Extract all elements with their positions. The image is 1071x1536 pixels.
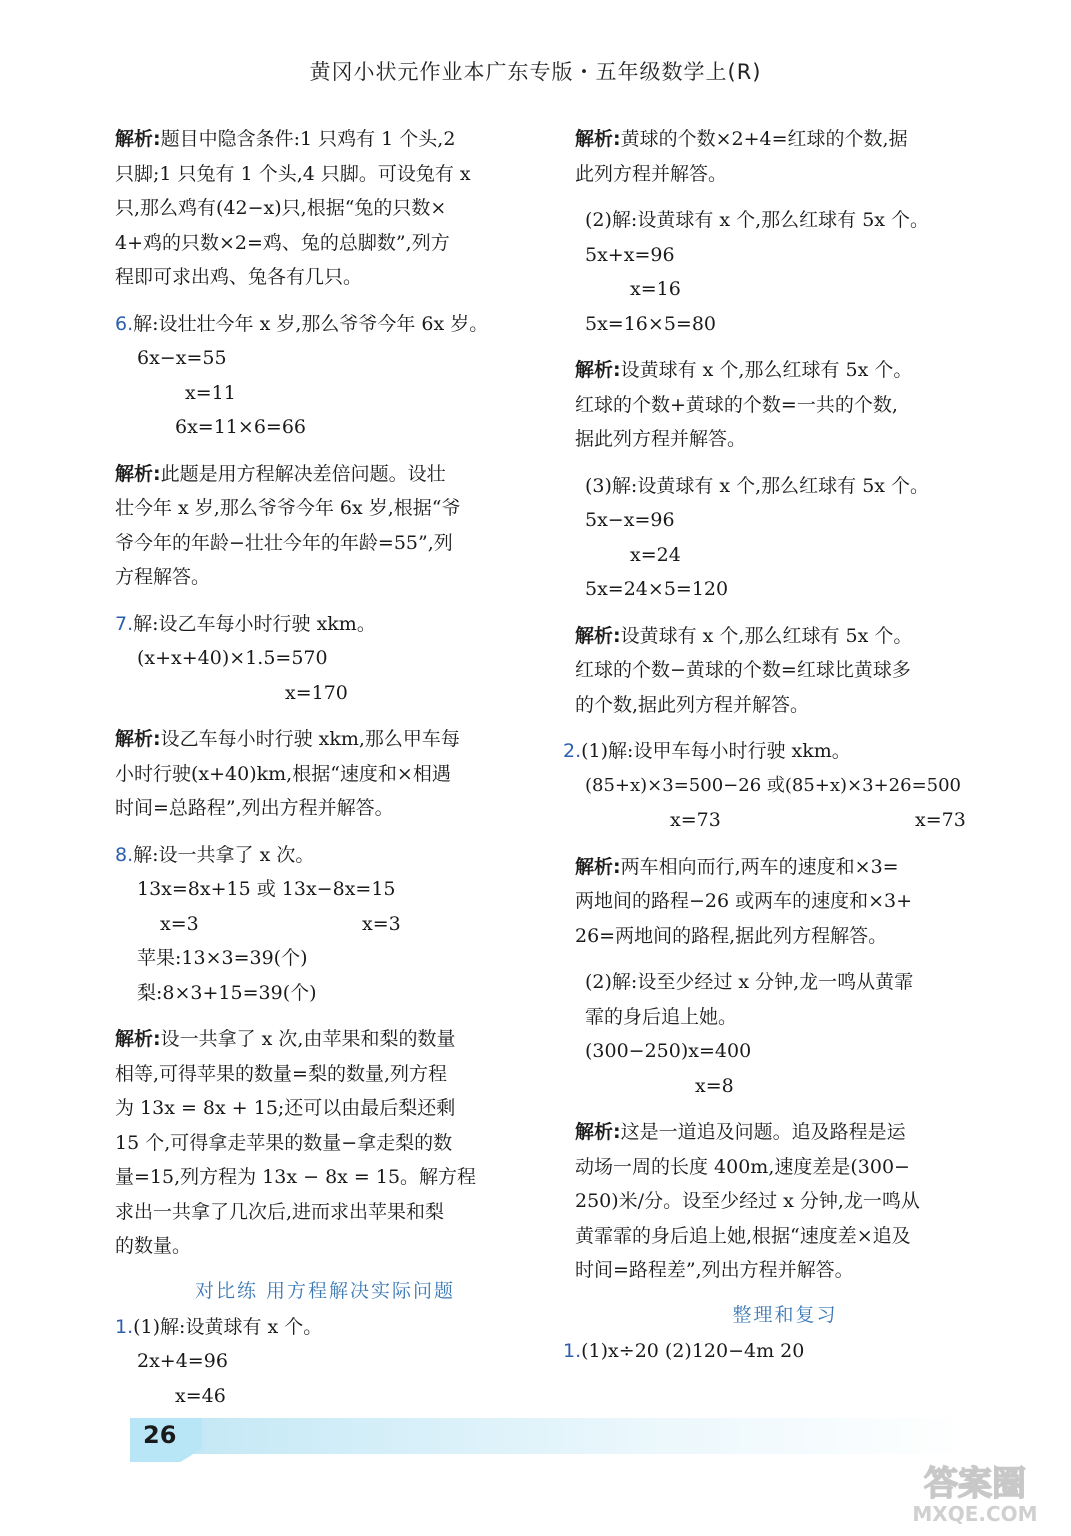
- equation-row: [115, 907, 535, 942]
- analysis-line: 解析:此题是用方程解决差倍问题。设壮: [115, 462, 446, 485]
- equation: x=11: [185, 381, 236, 404]
- analysis-line: 方程解答。: [115, 566, 211, 588]
- equation: 5x−x=96: [585, 509, 675, 531]
- question-1-3-title: (3)解:设黄球有 x 个,那么红球有 5x 个。: [585, 474, 930, 497]
- page-header: 黄冈小状元作业本广东专版・五年级数学上(R): [309, 60, 762, 84]
- section-title: 对比练 用方程解决实际问题: [194, 1279, 456, 1302]
- watermark-text: 答案圈: [924, 1464, 1026, 1504]
- analysis-line: 为 13x = 8x + 15;还可以由最后梨还剩: [115, 1097, 456, 1119]
- watermark-subtext: MXQE.COM: [912, 1502, 1038, 1526]
- question-2-1-title: 2.(1)解:设甲车每小时行驶 xkm。: [563, 740, 851, 762]
- watermark-logo: [900, 1455, 1050, 1527]
- section-title: 整理和复习: [732, 1303, 838, 1326]
- question-1-title: 1.(1)解:设黄球有 x 个。: [115, 1315, 323, 1338]
- problem-7-title: 7.解:设乙车每小时行驶 xkm。: [115, 612, 376, 635]
- analysis-line: 的个数,据此列方程并解答。: [575, 693, 810, 716]
- analysis-line: 250)米/分。设至少经过 x 分钟,龙一鸣从: [575, 1190, 920, 1212]
- analysis-line: 时间=路程差”,列出方程并解答。: [575, 1259, 854, 1281]
- footer-band: [130, 1418, 970, 1454]
- equation: 6x−x=55: [137, 347, 227, 369]
- analysis-line: 4+鸡的只数×2=鸡、兔的总脚数”,列方: [115, 231, 450, 254]
- analysis-line: 解析:设黄球有 x 个,那么红球有 5x 个。: [575, 624, 913, 647]
- equation: x=46: [175, 1384, 226, 1407]
- problem-6-title: 6.解:设壮壮今年 x 岁,那么爷爷今年 6x 岁。: [115, 312, 489, 335]
- analysis-line: 时间=总路程”,列出方程并解答。: [115, 797, 394, 819]
- analysis-line: 此列方程并解答。: [575, 162, 728, 185]
- analysis-line: 壮今年 x 岁,那么爷爷今年 6x 岁,根据“爷: [115, 497, 461, 519]
- analysis-line: 相等,可得苹果的数量=梨的数量,列方程: [115, 1062, 447, 1085]
- analysis-line: 解析:设黄球有 x 个,那么红球有 5x 个。: [575, 359, 913, 381]
- pear-answer: 梨:8×3+15=39(个): [137, 981, 317, 1004]
- analysis-line: 的数量。: [115, 1235, 192, 1257]
- question-2-2-title: (2)解:设至少经过 x 分钟,龙一鸣从黄霏: [585, 971, 914, 993]
- analysis-line: 程即可求出鸡、兔各有几只。: [115, 266, 363, 288]
- analysis-line: 小时行驶(x+40)km,根据“速度和×相遇: [115, 762, 451, 785]
- right-column: [563, 122, 995, 1368]
- equation: x=73: [915, 809, 966, 831]
- equation: x=8: [695, 1074, 734, 1097]
- equation: x=24: [630, 543, 681, 566]
- equation: x=16: [630, 278, 681, 300]
- analysis-line: 15 个,可得拿走苹果的数量−拿走梨的数: [115, 1131, 453, 1154]
- review-question-1: 1.(1)x÷20 (2)120−4m 20: [563, 1339, 805, 1362]
- analysis-line: 黄霏霏的身后追上她,根据“速度差×追及: [575, 1224, 911, 1247]
- analysis-line: 26=两地间的路程,据此列方程解答。: [575, 924, 888, 947]
- equation: (x+x+40)×1.5=570: [137, 647, 328, 669]
- analysis-line: 解析:两车相向而行,两车的速度和×3=: [575, 855, 899, 878]
- analysis-line: 动场一周的长度 400m,速度差是(300−: [575, 1155, 910, 1178]
- analysis-line: 红球的个数+黄球的个数=一共的个数,: [575, 393, 898, 416]
- analysis-line: 求出一共拿了几次后,进而求出苹果和梨: [115, 1200, 445, 1223]
- page-number: 26: [143, 1421, 177, 1449]
- equation: x=73: [670, 809, 721, 831]
- analysis-line: 两地间的路程−26 或两车的速度和×3+: [575, 890, 913, 912]
- analysis-line: 红球的个数−黄球的个数=红球比黄球多: [575, 659, 911, 681]
- question-2-2-title: 霏的身后追上她。: [585, 1005, 738, 1028]
- equation: (85+x)×3=500−26 或(85+x)×3+26=500: [585, 774, 962, 796]
- analysis-line: 解析:题目中隐含条件:1 只鸡有 1 个头,2: [115, 128, 456, 150]
- equation-row: [575, 803, 995, 838]
- equation: 5x+x=96: [585, 243, 675, 266]
- equation: 6x=11×6=66: [175, 416, 307, 438]
- analysis-line: 解析:这是一道追及问题。追及路程是运: [575, 1121, 906, 1143]
- equation: (300−250)x=400: [585, 1040, 752, 1062]
- equation: x=3: [362, 912, 401, 935]
- analysis-line: 解析:设一共拿了 x 次,由苹果和梨的数量: [115, 1028, 456, 1050]
- equation: 5x=24×5=120: [585, 578, 729, 600]
- analysis-line: 据此列方程并解答。: [575, 428, 747, 450]
- analysis-line: 解析:设乙车每小时行驶 xkm,那么甲车每: [115, 728, 460, 750]
- analysis-line: 量=15,列方程为 13x − 8x = 15。解方程: [115, 1166, 477, 1188]
- equation: 5x=16×5=80: [585, 312, 717, 335]
- analysis-line: 解析:黄球的个数×2+4=红球的个数,据: [575, 128, 908, 150]
- equation: x=170: [285, 681, 348, 704]
- analysis-line: 只,那么鸡有(42−x)只,根据“兔的只数×: [115, 197, 447, 219]
- left-column: [115, 122, 535, 1413]
- equation: x=3: [160, 912, 199, 935]
- problem-8-title: 8.解:设一共拿了 x 次。: [115, 843, 315, 866]
- apple-answer: 苹果:13×3=39(个): [137, 947, 308, 969]
- equation: 13x=8x+15 或 13x−8x=15: [137, 878, 396, 900]
- question-1-2-title: (2)解:设黄球有 x 个,那么红球有 5x 个。: [585, 209, 930, 231]
- analysis-line: 只脚;1 只兔有 1 个头,4 只脚。可设兔有 x: [115, 162, 471, 185]
- analysis-line: 爷今年的年龄−壮壮今年的年龄=55”,列: [115, 531, 453, 554]
- equation: 2x+4=96: [137, 1350, 228, 1372]
